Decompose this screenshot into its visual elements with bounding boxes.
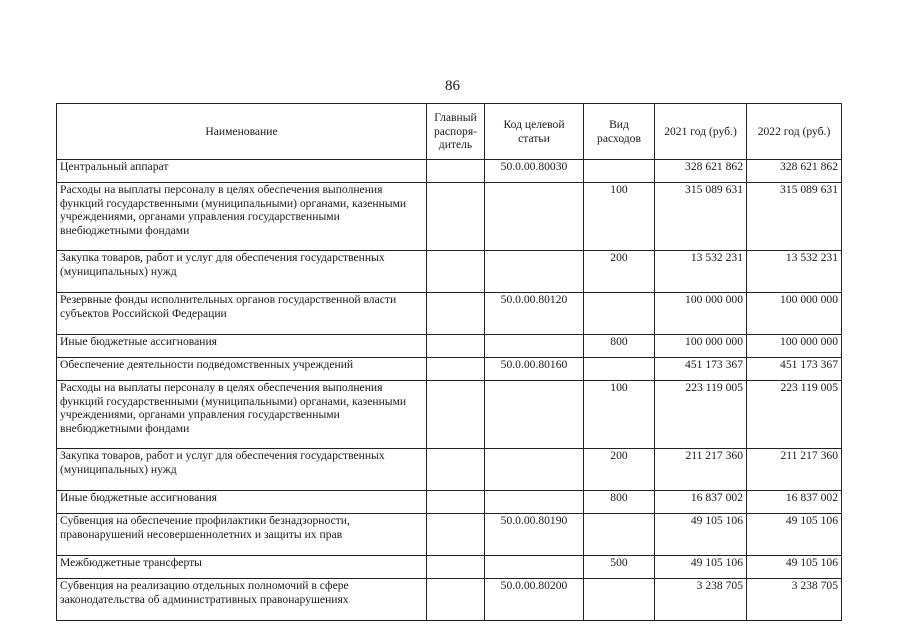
row-type: 100 — [584, 183, 655, 251]
column-header-admin: Главный распоря-дитель — [427, 104, 485, 160]
row-code: 50.0.00.80160 — [485, 358, 584, 381]
row-code: 50.0.00.80030 — [485, 160, 584, 183]
row-admin — [427, 358, 485, 381]
row-2022: 16 837 002 — [747, 491, 842, 514]
table-row — [57, 449, 842, 491]
column-header-2022: 2022 год (руб.) — [747, 104, 842, 160]
row-2022: 451 173 367 — [747, 358, 842, 381]
page-number: 86 — [445, 78, 460, 94]
row-code: 50.0.00.80200 — [485, 579, 584, 621]
column-header-type: Вид расходов — [584, 104, 655, 160]
table-row — [57, 579, 842, 621]
row-2022: 100 000 000 — [747, 335, 842, 358]
row-code — [485, 183, 584, 251]
row-name: Иные бюджетные ассигнования — [57, 335, 427, 358]
row-admin — [427, 449, 485, 491]
row-2021: 223 119 005 — [655, 381, 747, 449]
row-type: 100 — [584, 381, 655, 449]
table-row — [57, 251, 842, 293]
row-name: Обеспечение деятельности подведомственных учреждений — [57, 358, 427, 381]
row-2022: 3 238 705 — [747, 579, 842, 621]
row-2021: 100 000 000 — [655, 293, 747, 335]
row-type — [584, 358, 655, 381]
row-admin — [427, 335, 485, 358]
row-2022: 13 532 231 — [747, 251, 842, 293]
row-code — [485, 381, 584, 449]
table-row — [57, 381, 842, 449]
row-name: Субвенция на реализацию отдельных полномочий в сфере законодательства об административных правонарушениях — [57, 579, 427, 621]
row-2021: 49 105 106 — [655, 514, 747, 556]
row-code — [485, 556, 584, 579]
row-2021: 211 217 360 — [655, 449, 747, 491]
row-2022: 315 089 631 — [747, 183, 842, 251]
row-2022: 211 217 360 — [747, 449, 842, 491]
row-name: Субвенция на обеспечение профилактики безнадзорности, правонарушений несовершеннолетних и защиты их прав — [57, 514, 427, 556]
row-2021: 16 837 002 — [655, 491, 747, 514]
row-name: Резервные фонды исполнительных органов государственной власти субъектов Российской Федерации — [57, 293, 427, 335]
table-row — [57, 556, 842, 579]
row-name: Расходы на выплаты персоналу в целях обеспечения выполнения функций государственными (муниципальными) органами, казенными учреждениями, органами управления государственными внебюджетными фондами — [57, 381, 427, 449]
row-type — [584, 293, 655, 335]
table-row — [57, 358, 842, 381]
row-code: 50.0.00.80190 — [485, 514, 584, 556]
row-admin — [427, 514, 485, 556]
table-row — [57, 183, 842, 251]
row-code: 50.0.00.80120 — [485, 293, 584, 335]
row-code — [485, 449, 584, 491]
row-2021: 100 000 000 — [655, 335, 747, 358]
row-2022: 49 105 106 — [747, 514, 842, 556]
column-header-code: Код целевой статьи — [485, 104, 584, 160]
column-header-2021: 2021 год (руб.) — [655, 104, 747, 160]
row-2022: 328 621 862 — [747, 160, 842, 183]
row-admin — [427, 491, 485, 514]
row-2021: 328 621 862 — [655, 160, 747, 183]
row-admin — [427, 183, 485, 251]
row-name: Межбюджетные трансферты — [57, 556, 427, 579]
row-name: Иные бюджетные ассигнования — [57, 491, 427, 514]
row-2021: 13 532 231 — [655, 251, 747, 293]
row-2021: 451 173 367 — [655, 358, 747, 381]
row-2021: 49 105 106 — [655, 556, 747, 579]
row-type — [584, 579, 655, 621]
table-row — [57, 335, 842, 358]
table-row — [57, 160, 842, 183]
row-name: Закупка товаров, работ и услуг для обеспечения государственных (муниципальных) нужд — [57, 449, 427, 491]
table-row — [57, 293, 842, 335]
budget-table — [56, 103, 842, 621]
row-admin — [427, 381, 485, 449]
row-admin — [427, 556, 485, 579]
row-type: 800 — [584, 335, 655, 358]
column-header-name: Наименование — [57, 104, 427, 160]
row-type: 800 — [584, 491, 655, 514]
row-2022: 49 105 106 — [747, 556, 842, 579]
row-code — [485, 491, 584, 514]
row-type: 200 — [584, 449, 655, 491]
row-admin — [427, 251, 485, 293]
row-code — [485, 335, 584, 358]
row-name: Расходы на выплаты персоналу в целях обеспечения выполнения функций государственными (муниципальными) органами, казенными учреждениями, органами управления государственными внебюджетными фондами — [57, 183, 427, 251]
table-row — [57, 514, 842, 556]
row-admin — [427, 293, 485, 335]
row-admin — [427, 579, 485, 621]
row-type — [584, 514, 655, 556]
row-2022: 223 119 005 — [747, 381, 842, 449]
row-name: Центральный аппарат — [57, 160, 427, 183]
table-row — [57, 491, 842, 514]
row-type: 200 — [584, 251, 655, 293]
row-2021: 3 238 705 — [655, 579, 747, 621]
row-type: 500 — [584, 556, 655, 579]
row-admin — [427, 160, 485, 183]
row-code — [485, 251, 584, 293]
row-name: Закупка товаров, работ и услуг для обеспечения государственных (муниципальных) нужд — [57, 251, 427, 293]
row-2021: 315 089 631 — [655, 183, 747, 251]
row-2022: 100 000 000 — [747, 293, 842, 335]
header-row — [57, 104, 842, 160]
row-type — [584, 160, 655, 183]
